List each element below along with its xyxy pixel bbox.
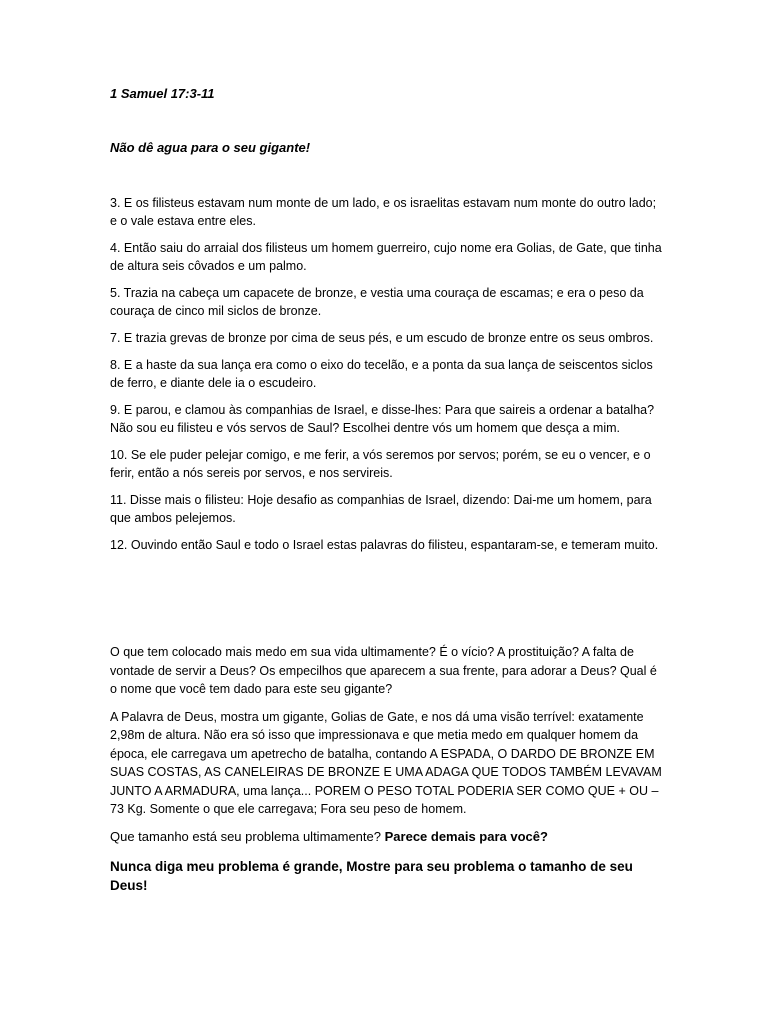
- verse-12: 12. Ouvindo então Saul e todo o Israel estas palavras do filisteu, espantaram-se, e temeram muito.: [110, 538, 659, 552]
- size-question: [110, 828, 662, 846]
- scripture-reference: 1 Samuel 17:3-11: [110, 86, 215, 101]
- fear-question-paragraph: O que tem colocado mais medo em sua vida ultimamente? É o vício? A prostituição? A falta de vontade de servir a Deus? Os empecilhos que aparecem a sua frente, para adorar a Deus? Qual é o nome que você tem dado para este seu gigante?: [110, 645, 657, 696]
- verse-11: 11. Disse mais o filisteu: Hoje desafio as companhias de Israel, dizendo: Dai-me um homem, para que ambos pelejemos.: [110, 493, 652, 525]
- verse-4: 4. Então saiu do arraial dos filisteus um homem guerreiro, cujo nome era Golias, de Gate, que tinha de altura seis côvados e um palmo.: [110, 241, 662, 273]
- verse-7: 7. E trazia grevas de bronze por cima de seus pés, e um escudo de bronze entre os seus ombros.: [110, 331, 654, 345]
- verse-10: 10. Se ele puder pelejar comigo, e me ferir, a vós seremos por servos; porém, se eu o vencer, e o ferir, então a nós sereis por servos, e nos servireis.: [110, 448, 651, 480]
- verse-8: 8. E a haste da sua lança era como o eixo do tecelão, e a ponta da sua lança de seiscentos siclos de ferro, e diante dele ia o escudeiro.: [110, 358, 653, 390]
- verse-9: 9. E parou, e clamou às companhias de Israel, e disse-lhes: Para que saireis a ordenar a batalha? Não sou eu filisteu e vós servos de Saul? Escolhei dentre vós um homem que desça a mim.: [110, 403, 655, 435]
- verse-list: [110, 194, 662, 563]
- verse-5: 5. Trazia na cabeça um capacete de bronze, e vestia uma couraça de escamas; e era o peso da couraça de cinco mil siclos de bronze.: [110, 286, 644, 318]
- closing-statement: Nunca diga meu problema é grande, Mostre para seu problema o tamanho de seu Deus!: [110, 858, 633, 893]
- size-question-text: Que tamanho está seu problema ultimamente?: [110, 828, 381, 844]
- size-question-emphasis: Parece demais para você?: [384, 828, 548, 844]
- goliath-paragraph: A Palavra de Deus, mostra um gigante, Golias de Gate, e nos dá uma visão terrível: exatamente 2,98m de altura. Não era só isso que impressionava e que metia medo em qualquer homem da época, ele carregava um apetrecho de batalha, contando A ESPADA, O DARDO DE BRONZE EM SUAS COSTAS, AS CANELEIRAS DE BRONZE E UMA ADAGA QUE TODOS TAMBÉM LEVAVAM JUNTO A ARMADURA, uma lança... POREM O PESO TOTAL PODERIA SER COMO QUE + OU – 73 Kg. Somente o que ele carregava; Fora seu peso de homem.: [110, 709, 662, 816]
- reflection-section: [110, 643, 662, 895]
- verse-3: 3. E os filisteus estavam num monte de um lado, e os israelitas estavam num monte do outro lado; e o vale estava entre eles.: [110, 196, 657, 228]
- sermon-title: Não dê agua para o seu gigante!: [110, 140, 311, 155]
